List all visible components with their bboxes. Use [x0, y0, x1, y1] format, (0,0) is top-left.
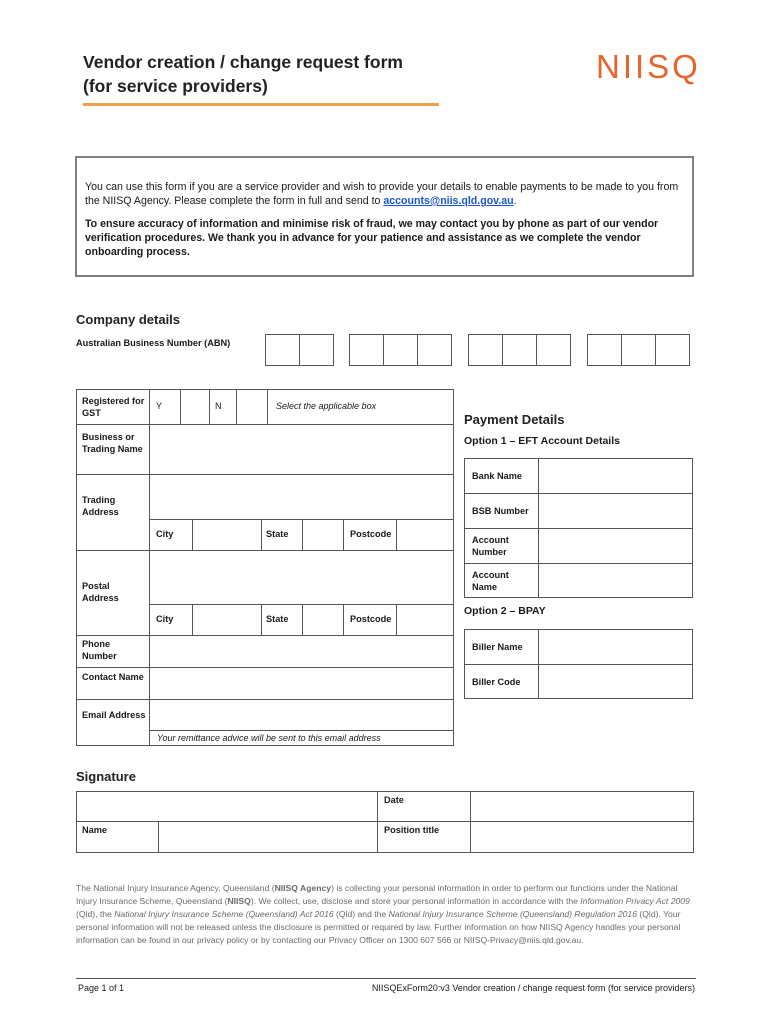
bsb-label: BSB Number: [472, 506, 529, 516]
trading-address-input[interactable]: [150, 475, 454, 519]
name-input[interactable]: [159, 822, 377, 853]
title-line-1: Vendor creation / change request form: [83, 52, 403, 72]
intro-box: [75, 156, 694, 277]
intro-text: You can use this form if you are a service provider and wish to provide your details to enable payments to be made to you from the NIISQ Agency. Please complete the form in full and send to: [85, 181, 679, 207]
page-title: [83, 50, 403, 98]
accounts-email-link[interactable]: accounts@niis.qld.gov.au: [383, 195, 514, 207]
gst-hint: Select the applicable box: [276, 401, 377, 411]
abn-digit-box[interactable]: [587, 334, 622, 366]
contact-input[interactable]: [150, 668, 454, 699]
position-title-label: Position title: [384, 825, 440, 835]
payment-details-heading: Payment Details: [464, 412, 565, 427]
account-name-label: Account Name: [472, 570, 509, 592]
biller-code-label: Biller Code: [472, 677, 521, 687]
abn-digit-box[interactable]: [265, 334, 300, 366]
bank-name-input[interactable]: [539, 459, 692, 493]
signature-heading: Signature: [76, 769, 136, 784]
abn-digit-box[interactable]: [299, 334, 334, 366]
title-underline: [83, 103, 439, 106]
name-label: Name: [82, 825, 108, 835]
postal-postcode-label: Postcode: [350, 614, 392, 624]
trading-city-input[interactable]: [192, 520, 262, 550]
abn-digit-box[interactable]: [621, 334, 656, 366]
bsb-input[interactable]: [539, 494, 692, 528]
bank-name-label: Bank Name: [472, 471, 523, 481]
trading-address-subrow: [150, 520, 454, 550]
trading-state-input[interactable]: [302, 520, 344, 550]
company-details-heading: Company details: [76, 312, 181, 327]
phone-input[interactable]: [150, 636, 454, 667]
trading-name-label: Business or Trading Name: [82, 432, 143, 454]
abn-digit-box[interactable]: [383, 334, 418, 366]
account-number-label: Account Number: [472, 535, 509, 557]
option2-heading: Option 2 – BPAY: [464, 605, 546, 617]
intro-paragraph-2: To ensure accuracy of information and minimise risk of fraud, we may contact you by phone as part of our vendor verification procedures. We thank you in advance for your patience and assistance as we complete the vendor onboarding process.: [85, 218, 659, 258]
postal-address-subrow: [150, 605, 454, 635]
abn-digit-box[interactable]: [417, 334, 452, 366]
gst-no-label: N: [215, 401, 222, 411]
trading-name-input[interactable]: [150, 425, 454, 474]
postal-city-input[interactable]: [192, 605, 262, 635]
abn-digit-box[interactable]: [502, 334, 537, 366]
contact-label: Contact Name: [82, 672, 144, 682]
gst-yes-label: Y: [156, 401, 163, 411]
intro-period: .: [513, 195, 517, 207]
trading-city-label: City: [156, 529, 174, 539]
postal-address-label: Postal Address: [82, 581, 119, 603]
trading-state-label: State: [266, 529, 289, 539]
email-label: Email Address: [82, 710, 146, 720]
account-name-input[interactable]: [539, 564, 692, 598]
privacy-notice: The National Injury Insurance Agency, Queensland (NIISQ Agency) is collecting your personal information in order to perform our functions under the National Injury Insurance Scheme, Queensland (NIISQ). We collect, use, disclose and store your personal information in accordance with the Information Privacy Act 2009 (Qld), the National Injury Insurance Scheme (Queensland) Act 2016 (Qld) and the National Injury Insurance Scheme (Queensland) Regulation 2016 (Qld). Your personal information will not be released unless the disclosure is permitted or required by law. Further information on how NIISQ Agency handles your personal information can be found in our privacy policy or by contacting our Privacy Officer on 1300 607 566 or NIISQ-Privacy@niis.qld.gov.au.: [76, 883, 690, 945]
biller-name-input[interactable]: [539, 630, 692, 664]
niisq-logo: NIISQ: [596, 48, 701, 85]
biller-code-input[interactable]: [539, 665, 692, 699]
signature-input[interactable]: [76, 792, 377, 821]
abn-label: Australian Business Number (ABN): [76, 338, 231, 348]
postal-city-label: City: [156, 614, 174, 624]
form-identifier: NIISQExForm20:v3 Vendor creation / change request form (for service providers): [371, 983, 695, 993]
abn-digit-box[interactable]: [349, 334, 384, 366]
postal-state-input[interactable]: [302, 605, 344, 635]
trading-postcode-label: Postcode: [350, 529, 392, 539]
abn-digit-box[interactable]: [536, 334, 571, 366]
trading-postcode-input[interactable]: [396, 520, 454, 550]
postal-address-input[interactable]: [150, 551, 454, 604]
postal-state-label: State: [266, 614, 289, 624]
abn-digit-box[interactable]: [655, 334, 690, 366]
position-title-input[interactable]: [471, 822, 693, 853]
date-label: Date: [384, 795, 404, 805]
footer-divider: [76, 978, 696, 979]
intro-paragraph-1: [85, 180, 684, 208]
page-number: Page 1 of 1: [78, 983, 125, 993]
abn-digit-box[interactable]: [468, 334, 503, 366]
email-hint: Your remittance advice will be sent to this email address: [157, 733, 381, 743]
gst-no-checkbox[interactable]: [236, 389, 268, 425]
title-line-2: (for service providers): [83, 76, 268, 96]
gst-yes-checkbox[interactable]: [180, 389, 210, 425]
phone-label: Phone Number: [82, 639, 117, 661]
postal-postcode-input[interactable]: [396, 605, 454, 635]
date-input[interactable]: [471, 792, 693, 821]
account-number-input[interactable]: [539, 529, 692, 563]
biller-name-label: Biller Name: [472, 642, 523, 652]
email-input[interactable]: [150, 700, 454, 730]
option1-heading: Option 1 – EFT Account Details: [464, 435, 620, 447]
gst-label: Registered for GST: [82, 396, 145, 418]
trading-address-label: Trading Address: [82, 495, 119, 517]
